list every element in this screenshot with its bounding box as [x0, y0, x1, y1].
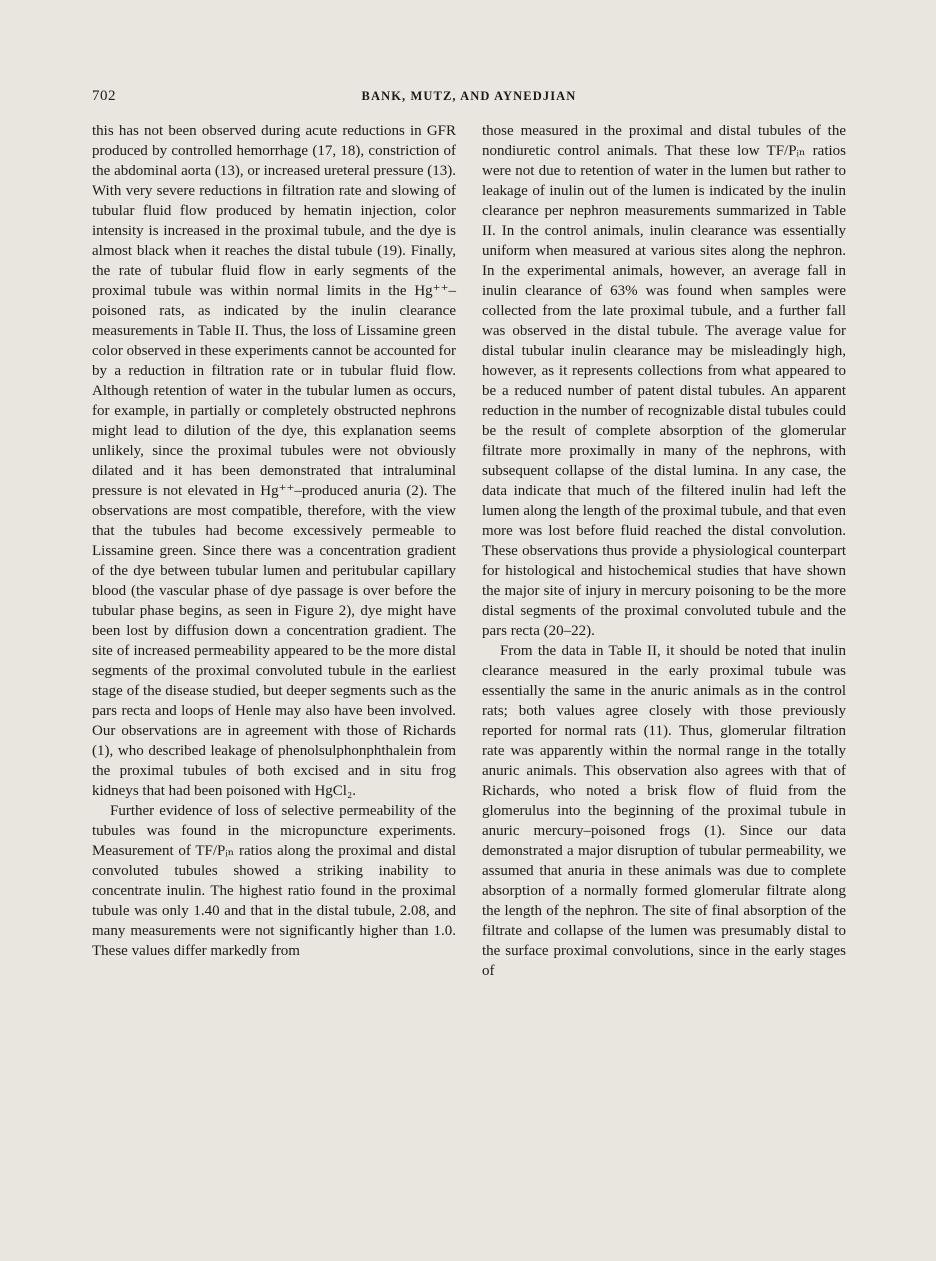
page-header	[92, 88, 846, 108]
paragraph: Further evidence of loss of selective permeability of the tubules was found in the micropuncture experiments. Measurement of TF/Pᵢₙ ratios along the proximal and distal convoluted tubules showed a striking inability to concentrate inulin. The highest ratio found in the proximal tubule was only 1.40 and that in the distal tubule, 2.08, and many measurements were not significantly higher than 1.0. These values differ markedly from	[92, 803, 456, 959]
page-body	[92, 121, 846, 981]
left-column	[92, 121, 456, 981]
right-column	[482, 121, 846, 981]
paragraph-continuation: those measured in the proximal and distal tubules of the nondiuretic control animals. That these low TF/Pᵢₙ ratios were not due to retention of water in the lumen but rather to leakage of inulin out of the lumen is indicated by the inulin clearance per nephron measurements summarized in Table II. In the control animals, inulin clearance was essentially uniform when measured at various sites along the nephron. In the experimental animals, however, an average fall in inulin clearance of 63% was found when samples were collected from the late proximal tubule, and a further fall was observed in the distal tubule. The average value for distal tubular inulin clearance may be misleadingly high, however, as it represents collections from what appeared to be a reduced number of patent distal tubules. An apparent reduction in the number of recognizable distal tubules could be the result of complete absorption of the glomerular filtrate more proximally in many of the nephrons, with subsequent collapse of the distal lumina. In any case, the data indicate that much of the filtered inulin had left the lumen along the length of the proximal tubule, and that even more was lost before fluid reached the distal convolution. These observations thus provide a physiological counterpart for histological and histochemical studies that have shown the major site of injury in mercury poisoning to be the more distal segments of the proximal convoluted tubule and the pars recta (20–22).	[482, 123, 846, 639]
page-number: 702	[92, 88, 116, 104]
running-head: BANK, MUTZ, AND AYNEDJIAN	[361, 89, 577, 103]
paragraph-continuation: this has not been observed during acute reductions in GFR produced by controlled hemorrhage (17, 18), constriction of the abdominal aorta (13), or increased ureteral pressure (13). With very severe reductions in filtration rate and slowing of tubular fluid flow produced by hematin injection, color intensity is increased in the proximal tubule, and the dye is almost black when it reaches the distal tubule (19). Finally, the rate of tubular fluid flow in early segments of the proximal tubule was within normal limits in the Hg⁺⁺–poisoned rats, as indicated by the inulin clearance measurements in Table II. Thus, the loss of Lissamine green color observed in these experiments cannot be accounted for by a reduction in filtration rate or in tubular fluid flow. Although retention of water in the tubular lumen as occurs, for example, in partially or completely obstructed nephrons might lead to dilution of the dye, this explanation seems unlikely, since the proximal tubules were not obviously dilated and it has been demonstrated that intraluminal pressure is not elevated in Hg⁺⁺–produced anuria (2). The observations are most compatible, therefore, with the view that the tubules had become excessively permeable to Lissamine green. Since there was a concentration gradient of the dye between tubular lumen and peritubular capillary blood (the vascular phase of dye passage is over before the tubular phase begins, as seen in Figure 2), dye might have been lost by diffusion down a concentration gradient. The site of increased permeability appeared to be the more distal segments of the proximal convoluted tubule in the earliest stage of the disease studied, but deeper segments such as the pars recta and loops of Henle may also have been involved. Our observations are in agreement with those of Richards (1), who described leakage of phenolsulphonphthalein from the proximal tubules of both excised and in situ frog kidneys that had been poisoned with HgCl₂.	[92, 123, 457, 799]
paragraph: From the data in Table II, it should be noted that inulin clearance measured in the early proximal tubule was essentially the same in the anuric animals as in the control rats; both values agree closely with those previously reported for normal rats (11). Thus, glomerular filtration rate was apparently within the normal range in the totally anuric animals. This observation also agrees with that of Richards, who noted a brisk flow of fluid from the glomerulus into the beginning of the proximal tubule in anuric mercury–poisoned frogs (1). Since our data demonstrated a major disruption of tubular permeability, we assumed that anuria in these animals was due to complete absorption of a normally formed glomerular filtrate along the length of the nephron. The site of final absorption of the filtrate and collapse of the lumen was presumably distal to the surface proximal convolutions, since in the early stages of	[482, 643, 846, 979]
